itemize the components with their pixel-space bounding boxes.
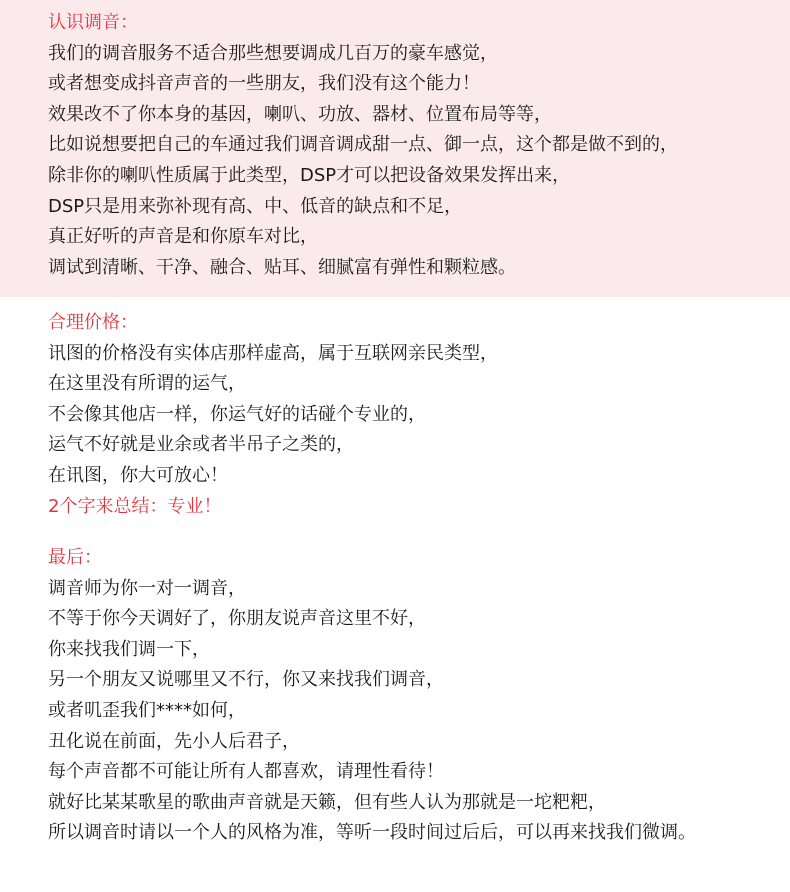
final-notes-section [0, 529, 790, 849]
paragraph-line: 另一个朋友又说哪里又不行，你又来找我们调音， [48, 669, 444, 691]
paragraph-line: 你来找我们调一下， [48, 638, 210, 660]
paragraph-line: DSP只是用来弥补现有高、中、低音的缺点和不足， [48, 195, 463, 217]
section-heading-final: 最后： [48, 547, 102, 568]
paragraph-line: 讯图的价格没有实体店那样虚高，属于互联网亲民类型， [48, 342, 498, 364]
paragraph-line: 调音师为你一对一调音， [48, 577, 246, 599]
paragraph-line: 在讯图，你大可放心！ [48, 464, 228, 486]
paragraph-line: 或者叽歪我们****如何， [48, 699, 246, 721]
paragraph-line: 每个声音都不可能让所有人都喜欢，请理性看待！ [48, 761, 444, 783]
paragraph-line: 或者想变成抖音声音的一些朋友，我们没有这个能力！ [48, 73, 480, 95]
paragraph-line: 比如说想要把自己的车通过我们调音调成甜一点、御一点，这个都是做不到的， [48, 134, 678, 156]
paragraph-line: 除非你的喇叭性质属于此类型，DSP才可以把设备效果发挥出来， [48, 164, 571, 186]
paragraph-line: 所以调音时请以一个人的风格为准，等听一段时间过后后，可以再来找我们微调。 [48, 822, 696, 844]
paragraph-line: 丑化说在前面，先小人后君子， [48, 730, 300, 752]
paragraph-line: 调试到清晰、干净、融合、贴耳、细腻富有弹性和颗粒感。 [48, 256, 516, 278]
paragraph-line: 我们的调音服务不适合那些想要调成几百万的豪车感觉， [48, 42, 498, 64]
paragraph-line: 在这里没有所谓的运气， [48, 373, 246, 395]
paragraph-line: 运气不好就是业余或者半吊子之类的， [48, 434, 354, 456]
paragraph-line: 真正好听的声音是和你原车对比， [48, 226, 318, 248]
fair-price-section [0, 297, 790, 529]
intro-tuning-section [0, 0, 790, 297]
paragraph-line: 不等于你今天调好了，你朋友说声音这里不好， [48, 608, 426, 630]
paragraph-line: 效果改不了你本身的基因，喇叭、功放、器材、位置布局等等， [48, 103, 552, 125]
paragraph-line: 就好比某某歌星的歌曲声音就是天籁，但有些人认为那就是一坨粑粑， [48, 791, 606, 813]
summary-highlight: 2个字来总结：专业！ [48, 495, 222, 517]
section-heading-price: 合理价格： [48, 312, 138, 333]
section-heading-tuning: 认识调音： [48, 12, 138, 33]
paragraph-line: 不会像其他店一样，你运气好的话碰个专业的， [48, 403, 426, 425]
